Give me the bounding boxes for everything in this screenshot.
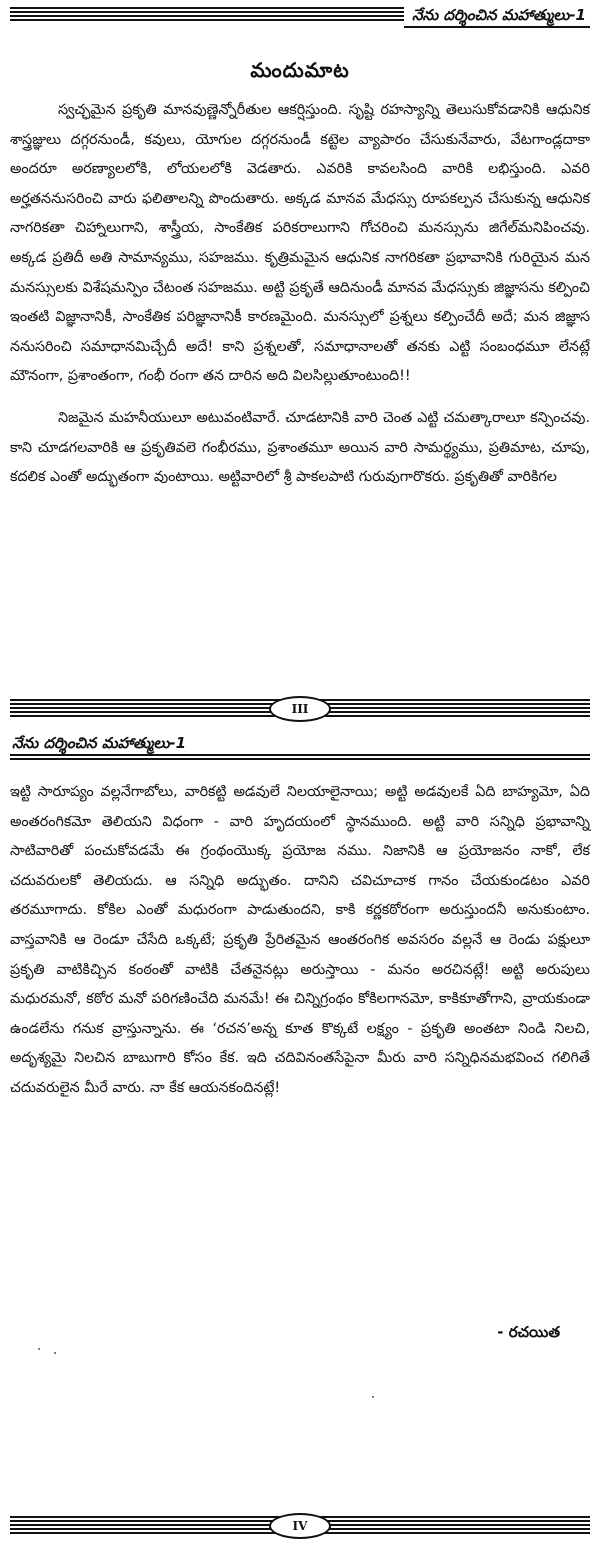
preface-heading: మందుమాట [250, 58, 350, 82]
paragraph: నిజమైన మహనీయులూ అటువంటివారే. చూడటానికి వారి చెంత ఎట్టి చమత్కారాలూ కన్పించవు. కాని చూడగలవారికి ఆ ప్రకృతివలె గంభీరము, ప్రశాంతమూ అయిన వారి సామర్థ్యము, ప్రతిమాట, చూపు, కదలిక ఎంతో అద్భుతంగా వుంటాయి. అట్టివారిలో శ్రీ పాకలపాటి గురువుగారొకరు. ప్రకృతితో వారికిగల [10, 409, 590, 486]
running-header [10, 4, 590, 26]
page-iv [0, 728, 600, 1555]
scan-speck [372, 1396, 374, 1398]
running-header [10, 732, 590, 764]
page-iii [0, 0, 600, 728]
paragraph: ఇట్టి సారూప్యం వల్లనేగాబోలు, వారికట్టి అడవులే నిలయాలైనాయి; అట్టి అడవులకే ఏది బాహ్యమో, ఏది అంతరంగికమో తెలియని విధంగా - వారి హృదయంలో స్థానముంది. అట్టి వారి సన్నిధి ప్రభావాన్ని సాటివారితో పంచుకోవడమే ఈ గ్రంథంయొక్క ప్రయోజ నము. నిజానికి ఆ ప్రయోజనం నాకో, లేక చదువరులకో తెలియదు. ఆ సన్నిధి అద్భుతం. దానిని చవిచూచాక గానం చేయకుండటం ఎవరి తరమూగాదు. కోకిల ఎంతో మధురంగా పాడుతుందని, కాకి కర్ణకఠోరంగా అరుస్తుందనీ అనుకుంటాం. వాస్తవానికి ఆ రెండూ చేసేది ఒక్కటే; ప్రకృతి ప్రేరితమైన ఆంతరంగిక అవసరం వల్లనే ఆ రెండు పక్షులూ ప్రకృతి వాటికిచ్చిన కంఠంతో వాటికి చేతనైనట్లు అరుస్తాయి - మనం అరచినట్లే! అట్టి అరుపులు మధురమనో, కఠోర మనో పరిగణించేది మనమే! ఈ చిన్నిగ్రంథం కోకిలగానమో, కాకికూతోగాని, వ్రాయకుండా ఉండలేను గనుక వ్రాస్తున్నాను. ఈ ‘రచన’అన్న కూత కొక్కటే లక్ష్యం - ప్రకృతి అంతటా నిండి నిలచి, అదృశ్యమై నిలచిన బాబుగారి కోసం కేక. ఇది చదివినంతసేపైనా మీరు వారి సన్నిధినమభవించ గలిగితే చదువరులైన మీరే వారు. నా కేక ఆయనకందినట్లే! [10, 784, 590, 1096]
scan-speck [38, 1348, 40, 1350]
page-number: III [269, 696, 331, 722]
page-footer [10, 693, 590, 723]
page-number: IV [269, 1513, 331, 1539]
preface-body [10, 96, 590, 493]
author-signature: - రచయిత [497, 1323, 560, 1341]
running-title: నేను దర్శించిన మహాత్ములు-1 [10, 732, 196, 756]
paragraph: స్వచ్ఛమైన ప్రకృతి మానవుణ్ణెన్నోరీతుల ఆకర్షిస్తుంది. సృష్టి రహస్యాన్ని తెలుసుకోవడానికి ఆధునిక శాస్త్రజ్ఞులు దగ్గరనుండీ, కవులు, యోగుల దగ్గరనుండీ కట్టెల వ్యాపారం చేసుకునేవారు, వేటగాండ్లదాకా అందరూ అరణ్యాలలోకి, లోయలలోకి వెడతారు. ఎవరికి కావలసింది వారికి లభిస్తుంది. ఎవరి అర్హతననుసరించి వారు ఫలితాలన్ని పొందుతారు. అక్కడ మానవ మేధస్సు రూపకల్పన చేసుకున్న ఆధునిక నాగరికతా చిహ్నాలుగాని, శాస్త్రీయ, సాంకేతిక పరికరాలుగాని గోచరించి మనస్సును జిగేల్‌మనిపించవు. అక్కడ ప్రతిదీ అతి సామాన్యము, సహజము. కృత్రిమమైన ఆధునిక నాగరికతా ప్రభావానికి గురియైన మన మనస్సులకు విశేషమన్పిం చేటంత సహజము. అట్టి ప్రకృతే ఆదినుండీ మానవ మేధస్సుకు జిజ్ఞాసను కల్పించి ఇంతటి విజ్ఞానానికీ, సాంకేతిక పరిజ్ఞానానికీ కారణమైంది. మనస్సులో ప్రశ్నలు కల్పించేదీ అదే; మన జిజ్ఞాస ననుసరించి సమాధానమిచ్చేదీ అదే! కాని ప్రశ్నలతో, సమాధానాలతో తనకు ఎట్టి సంబంధమూ లేనట్లే మౌనంగా, ప్రశాంతంగా, గంభీ రంగా తన దారిన అది విలసిల్లుతూంటుంది!! [10, 102, 590, 385]
preface-body [10, 778, 590, 1104]
running-title: నేను దర్శించిన మహాత్ములు-1 [404, 4, 590, 28]
scan-speck [54, 1352, 56, 1354]
page-footer [10, 1510, 590, 1540]
